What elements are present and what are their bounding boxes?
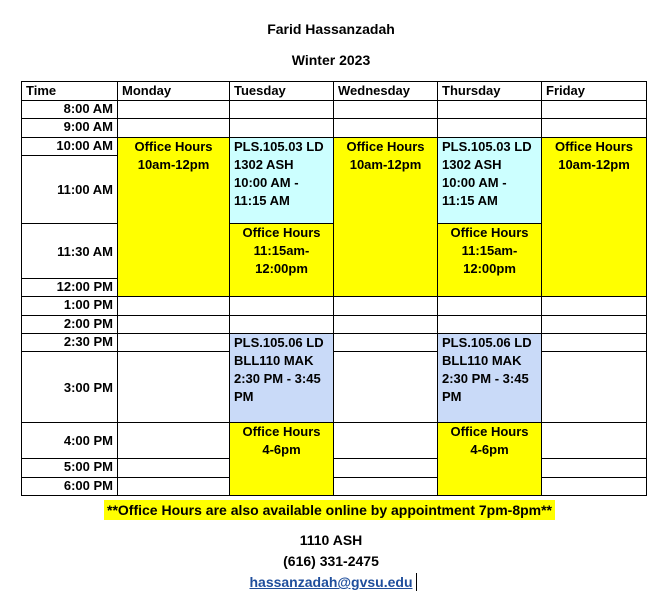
empty-cell bbox=[118, 334, 230, 352]
empty-cell bbox=[334, 334, 438, 352]
oh-time: 4-6pm bbox=[470, 442, 509, 457]
class-time-end: PM bbox=[234, 389, 254, 404]
term-title: Winter 2023 bbox=[291, 52, 371, 68]
oh-time: 10am-12pm bbox=[137, 157, 210, 172]
tuesday-office-hours-afternoon bbox=[230, 423, 334, 496]
tuesday-office-hours bbox=[230, 224, 334, 297]
class-code: PLS.105.06 LD bbox=[234, 335, 324, 350]
empty-cell bbox=[118, 119, 230, 138]
empty-cell bbox=[334, 119, 438, 138]
class-time-end: 11:15 AM bbox=[234, 193, 290, 208]
col-header-time: Time bbox=[22, 82, 118, 101]
empty-cell bbox=[542, 101, 647, 119]
col-header-tuesday: Tuesday bbox=[230, 82, 334, 101]
table-row bbox=[22, 138, 647, 156]
oh-label: Office Hours bbox=[450, 424, 529, 439]
time-cell: 10:00 AM bbox=[22, 138, 118, 156]
empty-cell bbox=[542, 423, 647, 459]
class-room: BLL110 MAK bbox=[442, 353, 522, 368]
class-time-end: 11:15 AM bbox=[442, 193, 498, 208]
empty-cell bbox=[118, 352, 230, 423]
office-room: 1110 ASH bbox=[299, 532, 363, 548]
class-time-end: PM bbox=[442, 389, 462, 404]
oh-label: Office Hours bbox=[450, 225, 529, 240]
oh-time-start: 11:15am- bbox=[461, 243, 518, 258]
thursday-class-pls10506 bbox=[438, 334, 542, 423]
table-row bbox=[22, 478, 647, 496]
empty-cell bbox=[118, 423, 230, 459]
class-room: 1302 ASH bbox=[442, 157, 502, 172]
empty-cell bbox=[542, 352, 647, 423]
time-cell: 4:00 PM bbox=[22, 423, 118, 459]
schedule-table bbox=[21, 81, 647, 496]
table-row bbox=[22, 352, 647, 423]
time-cell: 11:30 AM bbox=[22, 224, 118, 279]
time-cell: 3:00 PM bbox=[22, 352, 118, 423]
col-header-thursday: Thursday bbox=[438, 82, 542, 101]
empty-cell bbox=[542, 459, 647, 478]
oh-label: Office Hours bbox=[554, 139, 633, 154]
email-link[interactable]: hassanzadah@gvsu.edu bbox=[249, 574, 413, 590]
empty-cell bbox=[118, 297, 230, 316]
class-time-start: 10:00 AM - bbox=[442, 175, 507, 190]
class-time-start: 10:00 AM - bbox=[234, 175, 299, 190]
monday-office-hours bbox=[118, 138, 230, 297]
class-time-start: 2:30 PM - 3:45 bbox=[234, 371, 321, 386]
table-row bbox=[22, 316, 647, 334]
phone-number: (616) 331-2475 bbox=[283, 553, 379, 569]
wednesday-office-hours bbox=[334, 138, 438, 297]
thursday-office-hours-afternoon bbox=[438, 423, 542, 496]
empty-cell bbox=[438, 316, 542, 334]
class-room: BLL110 MAK bbox=[234, 353, 314, 368]
oh-time-end: 12:00pm bbox=[255, 261, 308, 276]
col-header-monday: Monday bbox=[118, 82, 230, 101]
oh-time-end: 12:00pm bbox=[463, 261, 516, 276]
empty-cell bbox=[230, 297, 334, 316]
class-code: PLS.105.03 LD bbox=[234, 139, 324, 154]
table-row bbox=[22, 459, 647, 478]
empty-cell bbox=[118, 478, 230, 496]
empty-cell bbox=[438, 119, 542, 138]
empty-cell bbox=[334, 316, 438, 334]
col-header-wednesday: Wednesday bbox=[334, 82, 438, 101]
table-row bbox=[22, 119, 647, 138]
empty-cell bbox=[230, 316, 334, 334]
empty-cell bbox=[542, 478, 647, 496]
oh-time: 10am-12pm bbox=[558, 157, 630, 172]
oh-time: 4-6pm bbox=[262, 442, 301, 457]
empty-cell bbox=[118, 316, 230, 334]
online-office-hours-note: **Office Hours are also available online by appointment 7pm-8pm** bbox=[104, 500, 555, 520]
time-cell: 11:00 AM bbox=[22, 156, 118, 224]
text-cursor bbox=[416, 573, 417, 591]
oh-label: Office Hours bbox=[134, 139, 213, 154]
header-row bbox=[22, 82, 647, 101]
empty-cell bbox=[230, 119, 334, 138]
class-room: 1302 ASH bbox=[234, 157, 294, 172]
table-row bbox=[22, 101, 647, 119]
tuesday-class-pls10503 bbox=[230, 138, 334, 224]
time-cell: 12:00 PM bbox=[22, 279, 118, 297]
tuesday-class-pls10506 bbox=[230, 334, 334, 423]
table-row bbox=[22, 423, 647, 459]
oh-label: Office Hours bbox=[242, 424, 321, 439]
oh-label: Office Hours bbox=[346, 139, 425, 154]
empty-cell bbox=[438, 101, 542, 119]
empty-cell bbox=[334, 478, 438, 496]
empty-cell bbox=[334, 423, 438, 459]
empty-cell bbox=[542, 316, 647, 334]
empty-cell bbox=[334, 352, 438, 423]
time-cell: 9:00 AM bbox=[22, 119, 118, 138]
oh-time: 10am-12pm bbox=[349, 157, 422, 172]
empty-cell bbox=[334, 101, 438, 119]
empty-cell bbox=[118, 101, 230, 119]
empty-cell bbox=[230, 101, 334, 119]
oh-time-start: 11:15am- bbox=[253, 243, 310, 258]
table-row bbox=[22, 297, 647, 316]
table-row bbox=[22, 334, 647, 352]
empty-cell bbox=[334, 459, 438, 478]
time-cell: 5:00 PM bbox=[22, 459, 118, 478]
friday-office-hours bbox=[542, 138, 647, 297]
empty-cell bbox=[542, 334, 647, 352]
class-code: PLS.105.03 LD bbox=[442, 139, 532, 154]
empty-cell bbox=[542, 297, 647, 316]
thursday-class-pls10503 bbox=[438, 138, 542, 224]
thursday-office-hours bbox=[438, 224, 542, 297]
time-cell: 8:00 AM bbox=[22, 101, 118, 119]
col-header-friday: Friday bbox=[542, 82, 647, 101]
empty-cell bbox=[542, 119, 647, 138]
class-time-start: 2:30 PM - 3:45 bbox=[442, 371, 529, 386]
class-code: PLS.105.06 LD bbox=[442, 335, 532, 350]
instructor-name: Farid Hassanzadah bbox=[267, 21, 395, 37]
time-cell: 2:00 PM bbox=[22, 316, 118, 334]
empty-cell bbox=[438, 297, 542, 316]
time-cell: 1:00 PM bbox=[22, 297, 118, 316]
empty-cell bbox=[334, 297, 438, 316]
oh-label: Office Hours bbox=[242, 225, 321, 240]
time-cell: 6:00 PM bbox=[22, 478, 118, 496]
time-cell: 2:30 PM bbox=[22, 334, 118, 352]
empty-cell bbox=[118, 459, 230, 478]
